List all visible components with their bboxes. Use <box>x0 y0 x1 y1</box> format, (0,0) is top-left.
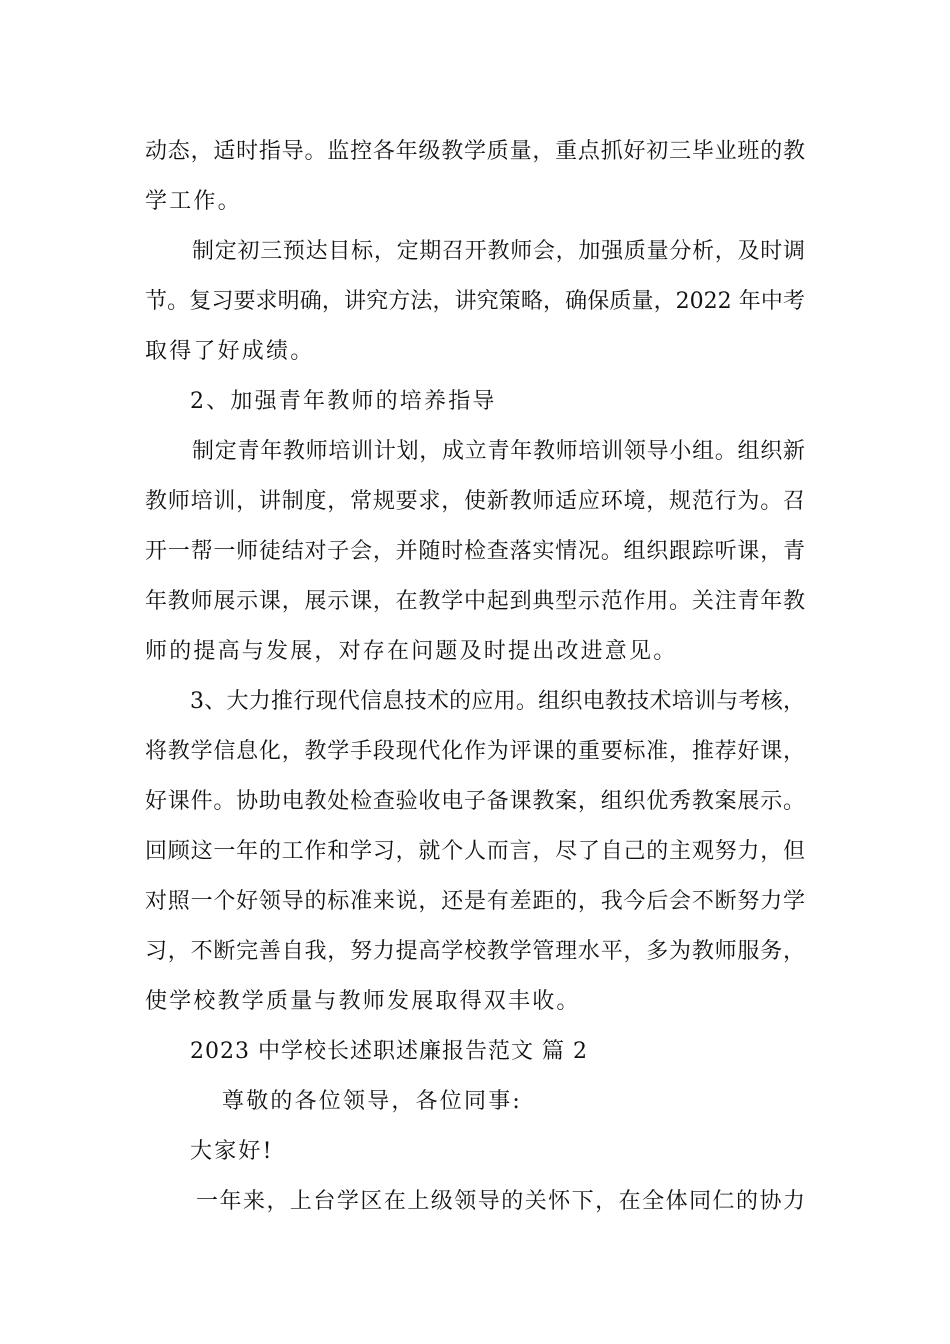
text-line: 动态，适时指导。监控各年级教学质量，重点抓好初三毕业班的教 <box>145 139 805 164</box>
text-line: 习，不断完善自我，努力提高学校教学管理水平，多为教师服务， <box>145 939 805 964</box>
text-line: 对照一个好领导的标准来说，还是有差距的，我今后会不断努力学 <box>145 889 805 914</box>
text-line: 年教师展示课，展示课，在教学中起到典型示范作用。关注青年教 <box>145 589 805 614</box>
text-line: 教师培训，讲制度，常规要求，使新教师适应环境，规范行为。召 <box>145 489 805 514</box>
text-line: 3、大力推行现代信息技术的应用。组织电教技术培训与考核， <box>190 689 805 714</box>
text-line: 制定青年教师培训计划，成立青年教师培训领导小组。组织新 <box>192 439 805 464</box>
salutation: 尊敬的各位领导，各位同事: <box>222 1089 523 1114</box>
text-line: 节。复习要求明确，讲究方法，讲究策略，确保质量，2022 年中考 <box>145 289 805 314</box>
text-line: 将教学信息化，教学手段现代化作为评课的重要标准，推荐好课， <box>145 739 805 764</box>
text-line: 制定初三预达目标，定期召开教师会，加强质量分析，及时调 <box>192 239 805 264</box>
section-heading: 2、加强青年教师的培养指导 <box>190 389 497 414</box>
text-line: 好课件。协助电教处检查验收电子备课教案，组织优秀教案展示。 <box>145 789 805 814</box>
text-line: 取得了好成绩。 <box>145 339 315 364</box>
greeting: 大家好! <box>190 1139 274 1164</box>
text-line: 一年来，上台学区在上级领导的关怀下，在全体同仁的协力 <box>196 1189 805 1214</box>
text-line: 学工作。 <box>145 189 242 214</box>
text-line: 师的提高与发展，对存在问题及时提出改进意见。 <box>145 639 678 664</box>
text-line: 使学校教学质量与教师发展取得双丰收。 <box>145 989 581 1014</box>
text-line: 回顾这一年的工作和学习，就个人而言，尽了自己的主观努力，但 <box>145 839 805 864</box>
article-title: 2023 中学校长述职述廉报告范文 篇 2 <box>190 1039 588 1064</box>
text-line: 开一帮一师徒结对子会，并随时检查落实情况。组织跟踪听课，青 <box>145 539 805 564</box>
